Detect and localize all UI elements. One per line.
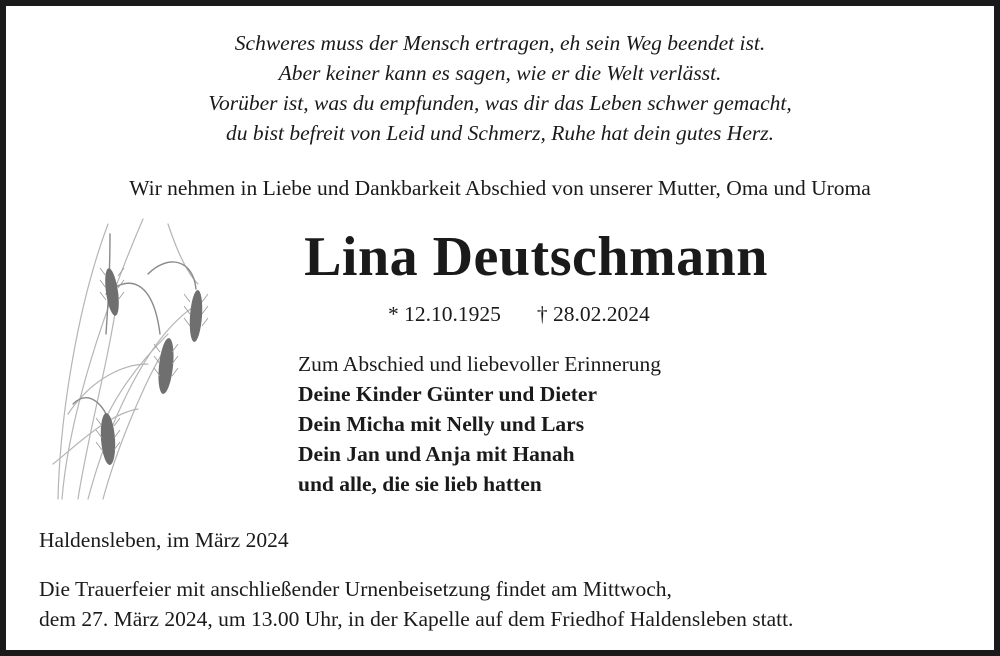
funeral-info xyxy=(39,574,793,634)
birth-date: * 12.10.1925 xyxy=(388,302,501,326)
place-date: Haldensleben, im März 2024 xyxy=(39,528,289,552)
funeral-line: Die Trauerfeier mit anschließender Urnenbeisetzung findet am Mittwoch, xyxy=(39,577,672,601)
deceased-name: Lina Deutschmann xyxy=(304,226,768,288)
life-dates xyxy=(388,299,650,329)
poem-line: Vorüber ist, was du empfunden, was dir das Leben schwer gemacht, xyxy=(208,91,792,115)
poem xyxy=(6,28,994,148)
mourner-line: und alle, die sie lieb hatten xyxy=(298,472,542,496)
farewell-line: Zum Abschied und liebevoller Erinnerung xyxy=(298,352,662,376)
intro-line: Wir nehmen in Liebe und Dankbarkeit Abschied von unserer Mutter, Oma und Uroma xyxy=(129,176,871,200)
wheat-ears-illustration xyxy=(48,214,226,504)
mourner-line: Deine Kinder Günter und Dieter xyxy=(298,382,598,406)
death-date: † 28.02.2024 xyxy=(536,302,650,326)
mourners-block xyxy=(298,349,661,499)
poem-line: Schweres muss der Mensch ertragen, eh sein Weg beendet ist. xyxy=(234,31,766,55)
mourner-line: Dein Jan und Anja mit Hanah xyxy=(298,442,575,466)
poem-line: du bist befreit von Leid und Schmerz, Ruhe hat dein gutes Herz. xyxy=(226,121,774,145)
poem-line: Aber keiner kann es sagen, wie er die Welt verlässt. xyxy=(278,61,722,85)
mourner-line: Dein Micha mit Nelly und Lars xyxy=(298,412,585,436)
funeral-line: dem 27. März 2024, um 13.00 Uhr, in der Kapelle auf dem Friedhof Haldensleben statt. xyxy=(39,607,794,631)
